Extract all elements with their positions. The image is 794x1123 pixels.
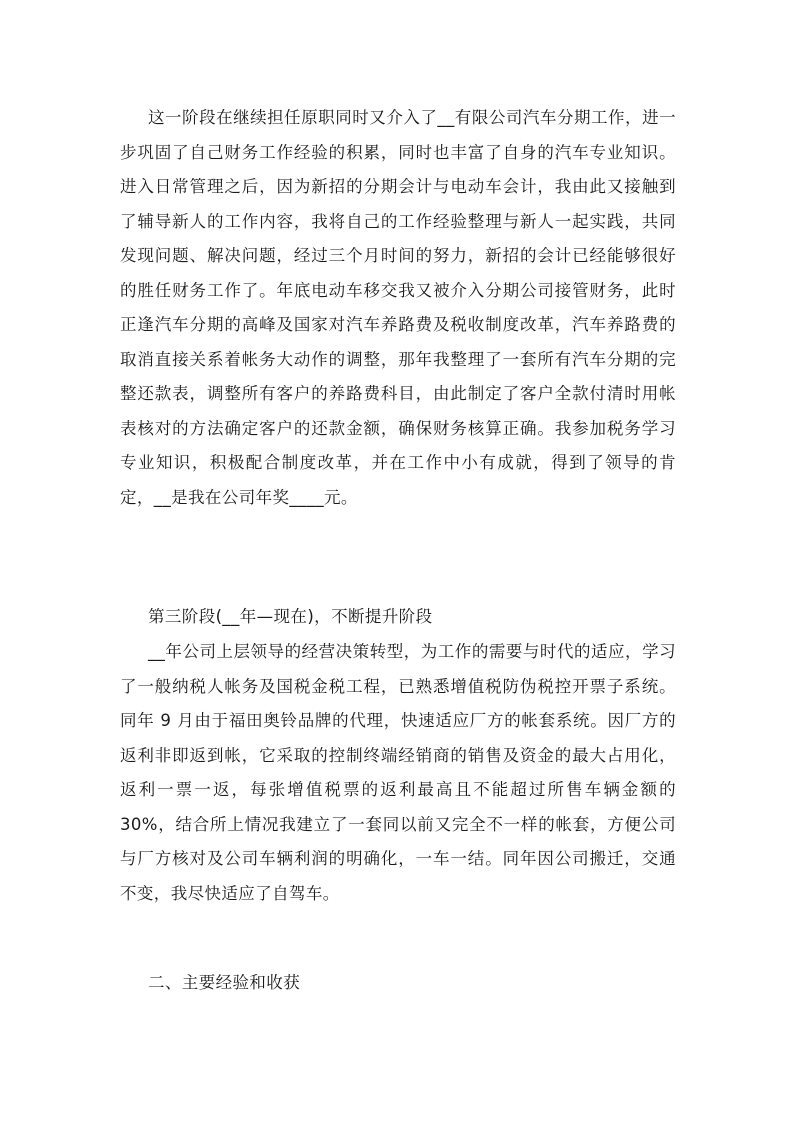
paragraph-stage-three-work: __年公司上层领导的经营决策转型，为工作的需要与时代的适应，学习了一般纳税人帐务及国税金税工程，已熟悉增值税防伪税控开票子系统。同年 9 月由于福田奥铃品牌的代理，快速适应厂方的帐套系统。因厂方的返利非即返到帐，它采取的控制终端经销商的销售及资金的最大占用化，返利一票一返，每张增值税票的返利最高且不能超过所售车辆金额的 30%，结合所上情况我建立了一套同以前又完全不一样的帐套，方便公司与厂方核对及公司车辆利润的明确化，一车一结。同年因公司搬迁，交通不变，我尽快适应了自驾车。 bbox=[120, 642, 676, 903]
heading-main-experience: 二、主要经验和收获 bbox=[148, 973, 301, 992]
heading-stage-three: 第三阶段(__年—现在)，不断提升阶段 bbox=[148, 607, 433, 626]
paragraph-stage-two-work: 这一阶段在继续担任原职同时又介入了__有限公司汽车分期工作，进一步巩固了自己财务工作经验的积累，同时也丰富了自身的汽车专业知识。进入日常管理之后，因为新招的分期会计与电动车会计，我由此又接触到了辅导新人的工作内容，我将自己的工作经验整理与新人一起实践，共同发现问题、解决问题，经过三个月时间的努力，新招的会计已经能够很好的胜任财务工作了。年底电动车移交我又被介入分期公司接管财务，此时正逢汽车分期的高峰及国家对汽车养路费及税收制度改革，汽车养路费的取消直接关系着帐务大动作的调整，那年我整理了一套所有汽车分期的完整还款表，调整所有客户的养路费科目，由此制定了客户全款付清时用帐表核对的方法确定客户的还款金额，确保财务核算正确。我参加税务学习专业知识，积极配合制度改革，并在工作中小有成就，得到了领导的肯定，__是我在公司年奖____元。 bbox=[120, 108, 676, 507]
